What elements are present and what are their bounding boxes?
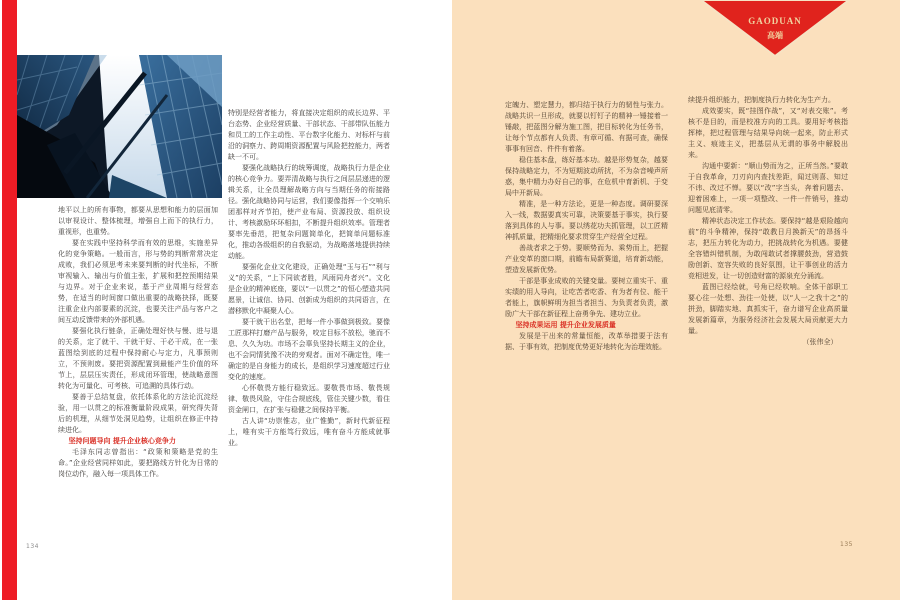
brand-name: GAODUAN [748,16,802,26]
right-page-number: 135 [840,541,853,548]
paragraph: 特别是经营者能力，将直接决定组织的成长边界、平台态势、企业经营质量、干部状态、干部带队伍能力和员工的工作主动性、平台数字化能力、对标杆与前沿的洞察力、跨周期资源配置与风险把控能力，两者缺一不可。 [228,109,390,161]
paragraph: 心怀敬畏方能行稳致远。要敬畏市场、敬畏规律、敬畏风险，守住合规底线，管住关键少数，看住资金闸口，在扩张与稳健之间保持平衡。 [228,384,390,414]
paragraph: 毛泽东同志曾指出：“政策和策略是党的生命。”企业经营同样如此，要把路线方针化为日常的岗位动作，融入每一项具体工作。 [58,448,218,478]
paragraph: 发展是干出来的常量恒能，改革举措要于法有据、于事有效，把制度优势更好地转化为治理效能。 [505,332,668,351]
right-page [452,0,900,600]
red-spine-stripe [2,0,17,600]
paragraph: 古人讲“功崇惟志，业广惟勤”，新时代新征程上，唯有实干方能笃行致远，唯有奋斗方能成就事业。 [228,417,390,447]
paragraph: 要干就干出名堂，把每一件小事做到极致。要像工匠那样打磨产品与服务，咬定目标不放松，驰而不息、久久为功。市场不会辜负坚持长期主义的企业，也不会同情犹豫不决的旁观者。面对不确定性，唯一确定的是自身能力的成长，是组织学习速度超过行业变化的速度。 [228,318,390,381]
right-page-column-1 [505,100,668,536]
paragraph: 定魄力、塑定慧力，都归结于执行力的韧性与张力。战略共识一旦形成，就要以钉钉子的精神一锤接着一锤敲，把蓝图分解为施工图，把目标转化为任务书，让每个节点都有人负责、有章可循、有据可查，确保事事有回音、件件有着落。 [505,101,668,153]
right-page-column-2 [688,95,848,527]
brand-name-cn: 高端 [767,31,783,40]
paragraph: 精准，是一种方法论，更是一种态度。调研要深入一线，数据要真实可靠，决策要基于事实，执行要落到具体的人与事。要以绣花功夫抓管理，以工匠精神抓质量，把精细化要求贯穿生产经营全过程。 [505,200,668,241]
brand-banner-triangle [700,0,850,58]
paragraph: 精神状态决定工作状态。要保持“越是艰险越向前”的斗争精神，保持“敢教日月换新天”的昂扬斗志，把压力转化为动力，把挑战转化为机遇。要健全容错纠错机制，为敢闯敢试者撑腰鼓劲，营造鼓励创新、宽容失败的良好氛围，让干事创业的活力竞相迸发，让一切创造财富的源泉充分涌流。 [688,217,848,280]
paragraph: 坚持问题导向 提升企业核心竞争力 [68,437,176,445]
paragraph: 要强化执行链条，正确处理好快与慢、进与退的关系，定了就干、干就干好、干必干成，在一张蓝图绘到底的过程中保持耐心与定力，凡事预则立，不预则废。要把资源配置到最能产生价值的环节上，层层压实责任，形成闭环管理，使战略意图转化为可量化、可考核、可追溯的具体行动。 [58,327,218,390]
brand-banner [700,0,850,58]
paragraph: 要强化企业文化建设，正确处理“玉与石”“利与义”的关系，“上下同欲者胜，风雨同舟者兴”。文化是企业的精神底座，要以“一以贯之”的恒心塑造共同愿景，让诚信、协同、创新成为组织的共同语言，在潜移默化中凝聚人心。 [228,263,390,315]
paragraph: 善战者求之于势。要顺势而为、乘势而上，把握产业变革的窗口期，前瞻布局新赛道，培育新动能，塑造发展新优势。 [505,244,668,274]
skyscraper-photo [17,55,222,198]
paragraph: 稳住基本盘，练好基本功。越是形势复杂，越要保持战略定力，不为短期波动所扰，不为杂音噪声所惑，集中精力办好自己的事，在危机中育新机、于变局中开新局。 [505,156,668,197]
paragraph: 坚持成果运用 提升企业发展质量 [515,321,616,329]
paragraph: 干部是事业成败的关键变量。要树立重实干、重实绩的用人导向，让吃苦者吃香、有为者有位、能干者能上，旗帜鲜明为担当者担当、为负责者负责，激励广大干部在新征程上奋勇争先、建功立业。 [505,277,668,318]
paragraph: 续提升组织能力，把制度执行力转化为生产力。 [688,96,835,104]
paragraph: 要强化战略执行的统筹调度，战略执行力是企业的核心竞争力。要弄清战略与执行之间层层递进的逻辑关系，让全员理解战略方向与当期任务的衔接路径。强化战略协同与运营，我们要像指挥一个交响乐团那样对齐节拍，使产业布局、资源投放、组织设计、考核激励环环相扣，不断提升组织效率。管理者要率先垂范，把复杂问题简单化，把简单问题标准化，推动各级组织的自我驱动，为战略落地提供持续动能。 [228,164,390,260]
paragraph: 地平以上的所有事物，都要从思想和能力的层面加以审视设计、整体梳理，增强自上而下的执行力，重视形，也重势。 [58,206,218,236]
paragraph: 要善于总结复盘，依托体系化的方法论沉淀经验，用一以贯之的标准衡量阶段成果，研究得失背后的机理，从细节处洞见趋势，让组织在修正中持续进化。 [58,393,218,434]
paragraph: 蓝图已经绘就，号角已经吹响。全体干部职工要心往一处想、劲往一处使，以“人一之我十之”的拼劲，脚踏实地、真抓实干，奋力谱写企业高质量发展新篇章，为服务经济社会发展大局贡献更大力量。 [688,283,848,335]
paragraph: 成效要实，既“挂图作战”，又“对表交账”。考核不是目的，而是校准方向的工具。要用好考核指挥棒，把过程管理与结果导向统一起来，防止形式主义、痕迹主义，把基层从无谓的事务中解脱出来。 [688,107,848,159]
paragraph: 沟通中要新：“顺山势而为之，正所当然。”要敢于自我革命，刀刃向内查找差距，闻过则喜、知过不讳、改过不惮。要以“改”字当头，奔着问题去、迎着困难上，一项一项整改、一件一件销号，推动问题见底清零。 [688,162,848,214]
left-page-column-2 [228,108,390,551]
left-page-number: 134 [26,543,39,550]
skyscraper-photo-art [17,55,222,198]
paragraph: 要在实践中坚持科学而有效的思维，实施差异化的竞争策略。一般而言，形与势的判断常常决定成败，我们必须思考未来要判断的时代坐标，不断审视输入、输出与价值主张，扩展和把控预期结果与边界。对于企业来说，基于产业周期与经营态势，在适当的时间窗口做出重要的战略抉择，既要注重企业内部要素的沉淀，也要关注产品与客户之间互动反馈带来的外部机遇。 [58,239,218,324]
left-page-column-1 [58,205,218,551]
paragraph: （张伟全） [802,338,838,346]
